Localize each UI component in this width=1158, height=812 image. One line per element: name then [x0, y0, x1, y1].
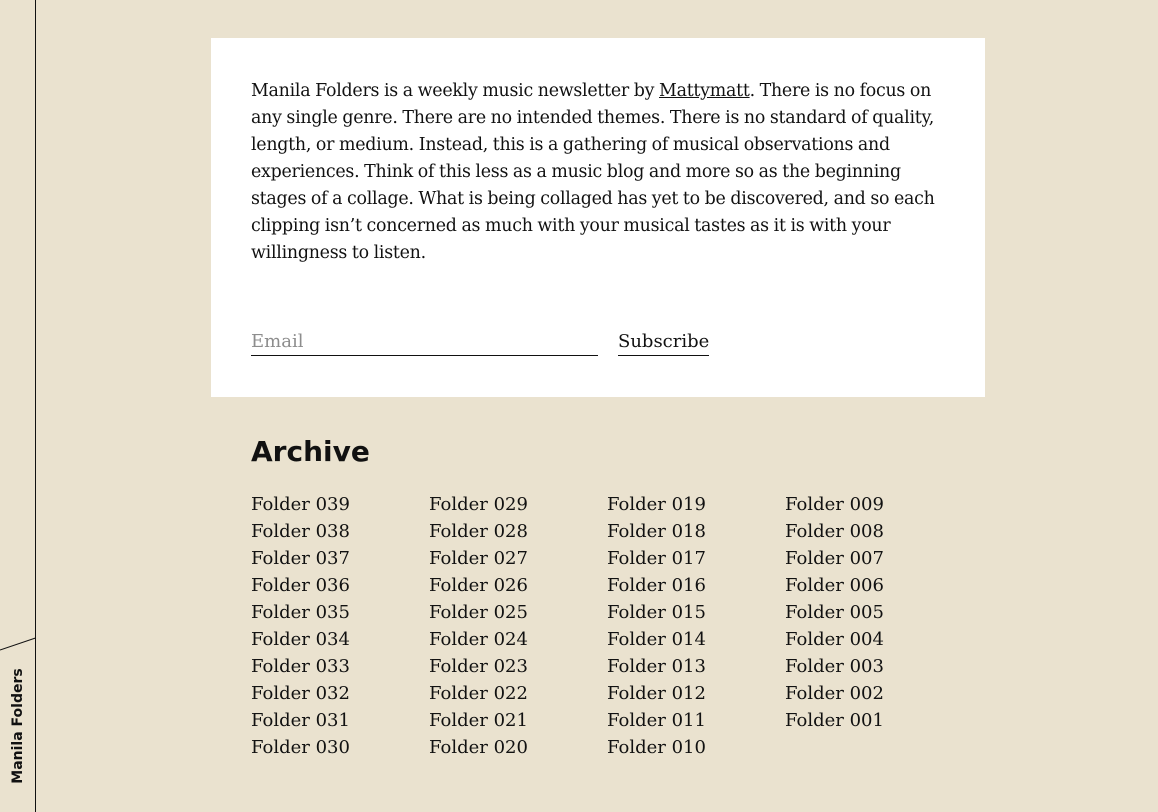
archive-folder-link[interactable]: Folder 014: [607, 629, 706, 650]
archive-folder-link[interactable]: Folder 029: [429, 494, 528, 515]
archive-column: [251, 491, 429, 761]
archive-folder-link[interactable]: Folder 022: [429, 683, 528, 704]
archive-folder-link[interactable]: Folder 026: [429, 575, 528, 596]
archive-folder-link[interactable]: Folder 005: [785, 602, 884, 623]
author-link[interactable]: Mattymatt: [659, 81, 750, 101]
archive-folder-link[interactable]: Folder 027: [429, 548, 528, 569]
archive-folder-link[interactable]: Folder 004: [785, 629, 884, 650]
archive-folder-link[interactable]: Folder 031: [251, 710, 350, 731]
archive-folder-link[interactable]: Folder 019: [607, 494, 706, 515]
archive-folder-link[interactable]: Folder 021: [429, 710, 528, 731]
archive-column: [429, 491, 607, 761]
archive-folder-link[interactable]: Folder 016: [607, 575, 706, 596]
archive-folder-link[interactable]: Folder 025: [429, 602, 528, 623]
archive-folder-link[interactable]: Folder 013: [607, 656, 706, 677]
archive-folder-link[interactable]: Folder 037: [251, 548, 350, 569]
archive-list: [251, 491, 963, 761]
archive-folder-link[interactable]: Folder 030: [251, 737, 350, 758]
archive-folder-link[interactable]: Folder 003: [785, 656, 884, 677]
archive-folder-link[interactable]: Folder 008: [785, 521, 884, 542]
archive-column: [607, 491, 785, 761]
archive-folder-link[interactable]: Folder 018: [607, 521, 706, 542]
newsletter-card: [211, 38, 985, 397]
subscribe-button[interactable]: Subscribe: [618, 327, 709, 356]
archive-folder-link[interactable]: Folder 002: [785, 683, 884, 704]
archive-folder-link[interactable]: Folder 023: [429, 656, 528, 677]
archive-folder-link[interactable]: Folder 006: [785, 575, 884, 596]
archive-title: Archive: [251, 435, 370, 468]
archive-folder-link[interactable]: Folder 036: [251, 575, 350, 596]
email-input[interactable]: [251, 327, 598, 356]
archive-folder-link[interactable]: Folder 034: [251, 629, 350, 650]
intro-paragraph: [251, 78, 941, 267]
sidebar-title[interactable]: Manila Folders: [10, 668, 26, 784]
archive-folder-link[interactable]: Folder 011: [607, 710, 706, 731]
intro-text-end: . There is no focus on any single genre. There are no intended themes. There is no standard of quality, length, or medium. Instead, this is a gathering of musical observations and experiences. Think of this less as a music blog and more so as the beginning stages of a collage. What is being collaged has yet to be discovered, and so each clipping isn’t concerned as much with your musical tastes as it is with your willingness to listen.: [251, 81, 935, 263]
archive-folder-link[interactable]: Folder 020: [429, 737, 528, 758]
archive-folder-link[interactable]: Folder 001: [785, 710, 884, 731]
folder-tab[interactable]: [0, 0, 36, 812]
archive-folder-link[interactable]: Folder 015: [607, 602, 706, 623]
archive-folder-link[interactable]: Folder 032: [251, 683, 350, 704]
archive-folder-link[interactable]: Folder 033: [251, 656, 350, 677]
archive-folder-link[interactable]: Folder 007: [785, 548, 884, 569]
archive-folder-link[interactable]: Folder 038: [251, 521, 350, 542]
archive-folder-link[interactable]: Folder 012: [607, 683, 706, 704]
intro-text-start: Manila Folders is a weekly music newsletter by: [251, 81, 660, 101]
archive-folder-link[interactable]: Folder 010: [607, 737, 706, 758]
archive-folder-link[interactable]: Folder 035: [251, 602, 350, 623]
archive-folder-link[interactable]: Folder 039: [251, 494, 350, 515]
archive-folder-link[interactable]: Folder 017: [607, 548, 706, 569]
archive-folder-link[interactable]: Folder 009: [785, 494, 884, 515]
archive-column: [785, 491, 963, 761]
archive-folder-link[interactable]: Folder 028: [429, 521, 528, 542]
archive-folder-link[interactable]: Folder 024: [429, 629, 528, 650]
